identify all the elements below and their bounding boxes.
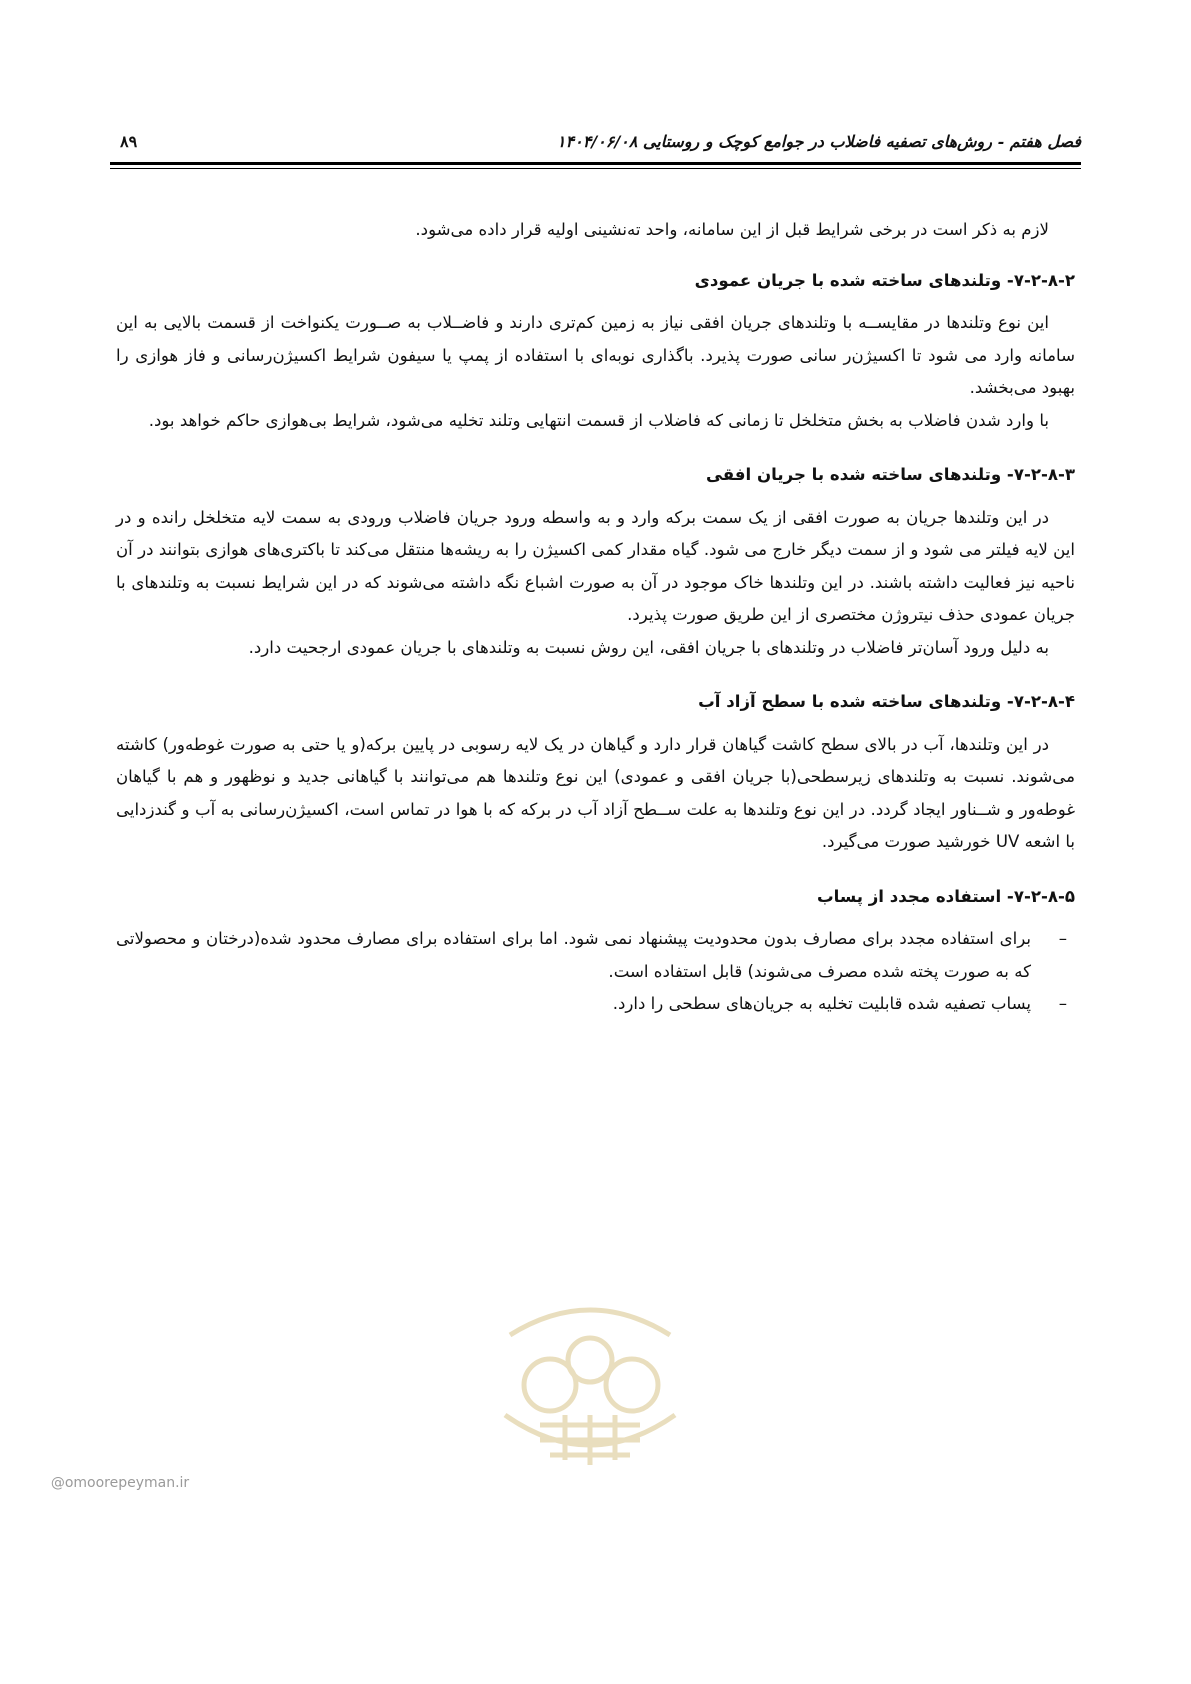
watermark-logo-icon: [470, 1275, 710, 1475]
paragraph-vertical-1: این نوع وتلندها در مقایســه با وتلندهای جریان افقی نیاز به زمین کم‌تری دارند و فاضــلاب به صــورت یکنواخت از قسمت بالایی به این سامانه وارد می شود تا اکسیژن‌ر سانی صورت پذیرد. باگذاری نوبه‌ای با استفاده از پمپ یا سیفون شرایط اکسیژن‌رسانی و فاز هوازی را بهبود می‌بخشد.: [116, 313, 1075, 397]
page-number: ۸۹: [120, 132, 138, 151]
bullet-text: برای استفاده مجدد برای مصارف بدون محدودیت پیشنهاد نمی شود. اما برای استفاده برای مصارف محدود شده(درختان و محصولاتی که به صورت پخته شده مصرف می‌شوند) قابل استفاده است.: [116, 929, 1031, 981]
paragraph-free-surface-1: در این وتلندها، آب در بالای سطح کاشت گیاهان قرار دارد و گیاهان در یک لایه رسوبی در پایین برکه(و یا حتی به صورت غوطه‌ور) کاشته می‌شوند. نسبت به وتلندهای زیرسطحی(با جریان افقی و عمودی) این نوع وتلندها هم می‌توانند با گیاهانی جدید و نوظهور و هم با گیاهان غوطه‌ور و شــناور ایجاد گردد. در این نوع وتلندها به علت ســطح آزاد آب در برکه که با هوا در تماس است، اکسیژن‌رسانی به آب و گندزدایی با اشعه UV خورشید صورت می‌گیرد.: [116, 734, 1075, 851]
watermark-url: @omoorepeyman.ir: [50, 1475, 190, 1491]
section-heading-vertical-flow: ۷-۲-۸-۲- وتلندهای ساخته شده با جریان عمودی: [694, 270, 1075, 290]
page-header: [110, 128, 1081, 158]
list-item: [116, 923, 1075, 988]
page-content: [116, 214, 1075, 1021]
paragraph-horizontal-2: به دلیل ورود آسان‌تر فاضلاب در وتلندهای با جریان افقی، این روش نسبت به وتلندهای با جریان عمودی ارجحیت دارد.: [248, 637, 1049, 657]
paragraph-horizontal-1: در این وتلندها جریان به صورت افقی از یک سمت برکه وارد و به واسطه ورود جریان فاضلاب ورودی به سمت لایه متخلخل رانده و در این لایه فیلتر می شود و از سمت دیگر خارج می شود. گیاه مقدار کمی اکسیژن را به ریشه‌ها منتقل می‌کند تا باکتری‌های هوازی بتوانند در آن ناحیه نیز فعالیت داشته باشند. در این وتلندها خاک موجود در آن به صورت اشباع نگه داشته می‌شوند که در این شرایط نسبت به وتلندهای با جریان عمودی حذف نیتروژن مختصری از این طریق صورت پذیرد.: [116, 507, 1075, 624]
bullet-dash: –: [1058, 929, 1067, 948]
header-rule-thick: [110, 162, 1081, 165]
paragraph-vertical-2: با وارد شدن فاضلاب به بخش متخلخل تا زمانی که فاضلاب از قسمت انتهایی وتلند تخلیه می‌شود، شرایط بی‌هوازی حاکم خواهد بود.: [148, 410, 1049, 430]
intro-paragraph: لازم به ذکر است در برخی شرایط قبل از این سامانه، واحد ته‌نشینی اولیه قرار داده می‌شود.: [415, 220, 1049, 239]
section-heading-free-surface: ۷-۲-۸-۴- وتلندهای ساخته شده با سطح آزاد آب: [698, 692, 1075, 711]
bullet-dash: –: [1058, 994, 1067, 1013]
bullet-text: پساب تصفیه شده قابلیت تخلیه به جریان‌های سطحی را دارد.: [612, 994, 1031, 1013]
chapter-title: فصل هفتم - روش‌های تصفیه فاضلاب در جوامع کوچک و روستایی ۱۴۰۴/۰۶/۰۸: [556, 132, 1081, 151]
section-heading-horizontal-flow: ۷-۲-۸-۳- وتلندهای ساخته شده با جریان افقی: [705, 465, 1075, 484]
header-rule-thin: [110, 168, 1081, 169]
list-item: [116, 988, 1075, 1021]
reuse-bullet-list: [116, 923, 1075, 1021]
section-heading-reuse: ۷-۲-۸-۵- استفاده مجدد از پساب: [816, 886, 1075, 906]
